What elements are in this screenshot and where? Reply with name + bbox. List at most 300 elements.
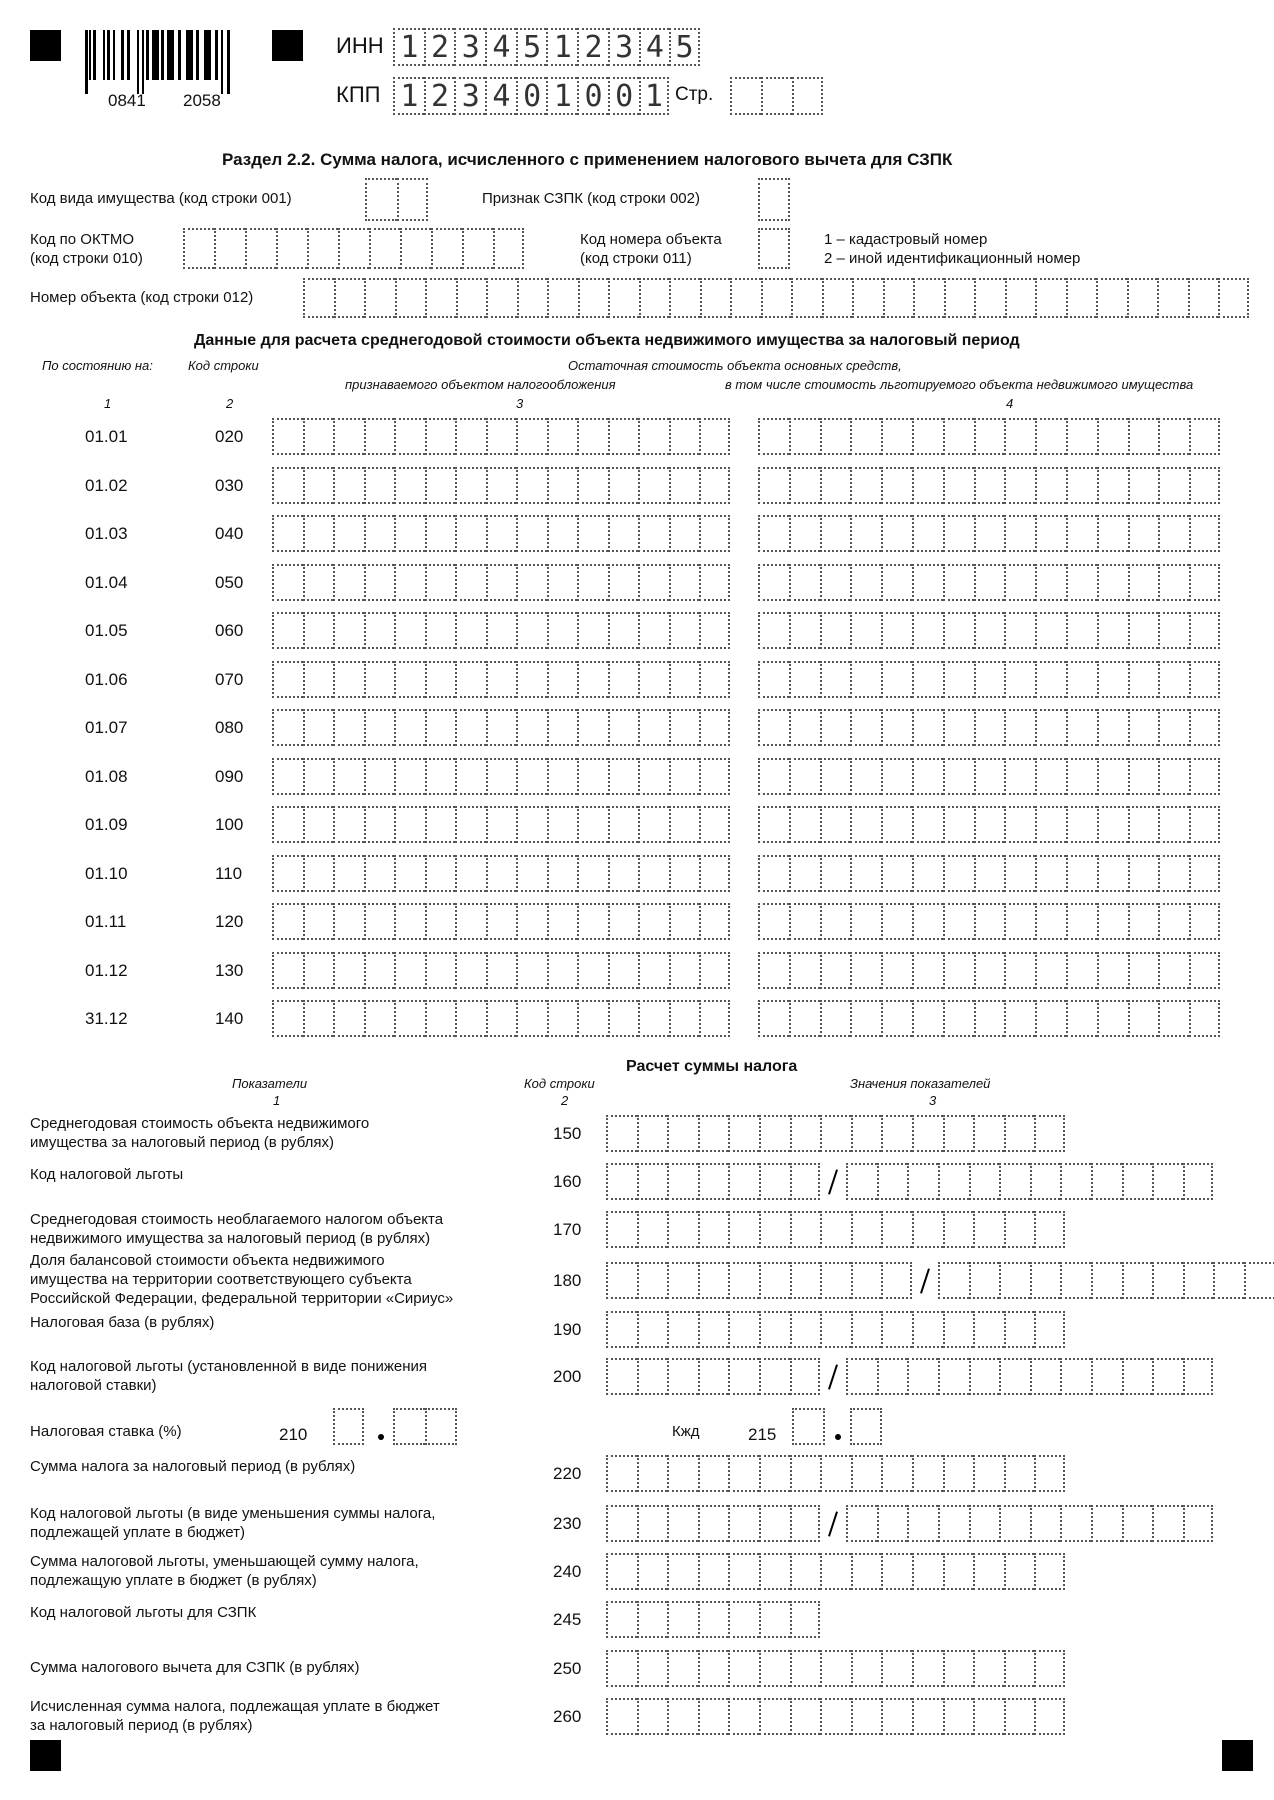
input-cell[interactable] xyxy=(455,855,486,892)
input-cell[interactable] xyxy=(728,1650,759,1687)
input-cell[interactable] xyxy=(455,758,486,795)
input-cell[interactable] xyxy=(789,418,820,455)
input-cell[interactable] xyxy=(1158,855,1189,892)
input-cell[interactable] xyxy=(912,1211,943,1248)
input-cell[interactable] xyxy=(303,515,334,552)
input-cell[interactable] xyxy=(699,1000,730,1037)
kpp-field[interactable] xyxy=(393,77,669,115)
input-cell[interactable] xyxy=(943,952,974,989)
input-cell[interactable] xyxy=(974,952,1005,989)
input-cell[interactable] xyxy=(943,1211,974,1248)
residual-value-field[interactable] xyxy=(272,418,730,455)
input-cell[interactable] xyxy=(881,758,912,795)
input-cell[interactable] xyxy=(1091,1163,1122,1200)
input-cell[interactable] xyxy=(486,564,517,601)
value-field-190[interactable] xyxy=(606,1311,1065,1348)
input-cell[interactable] xyxy=(638,709,669,746)
input-cell[interactable] xyxy=(425,806,456,843)
input-cell[interactable] xyxy=(1097,467,1128,504)
input-cell[interactable] xyxy=(820,1311,851,1348)
input-cell[interactable] xyxy=(364,515,395,552)
exempt-value-field[interactable] xyxy=(758,758,1220,795)
input-cell[interactable] xyxy=(364,855,395,892)
input-cell[interactable] xyxy=(790,1553,821,1590)
input-cell[interactable] xyxy=(758,758,789,795)
input-cell[interactable] xyxy=(789,564,820,601)
input-cell[interactable]: 4 xyxy=(485,77,516,115)
input-cell[interactable] xyxy=(1158,515,1189,552)
input-cell[interactable] xyxy=(547,903,578,940)
input-cell[interactable] xyxy=(850,806,881,843)
input-cell[interactable] xyxy=(759,1601,790,1638)
input-cell[interactable] xyxy=(272,903,303,940)
input-cell[interactable] xyxy=(699,806,730,843)
input-cell[interactable] xyxy=(881,418,912,455)
input-cell[interactable]: 5 xyxy=(516,28,547,66)
input-cell[interactable] xyxy=(973,1211,1004,1248)
input-cell[interactable] xyxy=(547,806,578,843)
input-cell[interactable] xyxy=(425,1000,456,1037)
input-cell[interactable] xyxy=(912,1553,943,1590)
input-cell[interactable] xyxy=(1158,564,1189,601)
input-cell[interactable] xyxy=(820,1698,851,1735)
input-cell[interactable] xyxy=(973,1311,1004,1348)
input-cell[interactable] xyxy=(608,806,639,843)
input-cell[interactable]: 1 xyxy=(546,28,577,66)
input-cell[interactable]: 0 xyxy=(577,77,608,115)
input-cell[interactable] xyxy=(669,903,700,940)
exempt-value-field[interactable] xyxy=(758,903,1220,940)
input-cell[interactable] xyxy=(974,467,1005,504)
input-cell[interactable] xyxy=(425,758,456,795)
input-cell[interactable] xyxy=(455,709,486,746)
input-cell[interactable] xyxy=(943,515,974,552)
input-cell[interactable] xyxy=(394,467,425,504)
input-cell[interactable] xyxy=(669,467,700,504)
input-cell[interactable] xyxy=(1128,564,1159,601)
value-field-160[interactable] xyxy=(606,1163,820,1200)
input-cell[interactable] xyxy=(850,709,881,746)
input-cell[interactable] xyxy=(606,1698,637,1735)
input-cell[interactable] xyxy=(1035,515,1066,552)
input-cell[interactable] xyxy=(1004,418,1035,455)
input-cell[interactable] xyxy=(395,278,426,318)
input-cell[interactable] xyxy=(667,1262,698,1299)
input-cell[interactable] xyxy=(493,228,524,269)
page-number-field[interactable] xyxy=(730,77,823,115)
object-number-field[interactable] xyxy=(303,278,1249,318)
input-cell[interactable] xyxy=(790,1311,821,1348)
input-cell[interactable]: 1 xyxy=(639,77,670,115)
input-cell[interactable] xyxy=(789,709,820,746)
value-field-240[interactable] xyxy=(606,1553,1065,1590)
input-cell[interactable] xyxy=(394,952,425,989)
input-cell[interactable] xyxy=(1034,1211,1065,1248)
input-cell[interactable] xyxy=(606,1553,637,1590)
input-cell[interactable] xyxy=(974,564,1005,601)
input-cell[interactable]: 5 xyxy=(669,28,700,66)
input-cell[interactable] xyxy=(728,1698,759,1735)
input-cell[interactable] xyxy=(516,418,547,455)
input-cell[interactable] xyxy=(638,564,669,601)
input-cell[interactable] xyxy=(1060,1163,1091,1200)
input-cell[interactable] xyxy=(338,228,369,269)
input-cell[interactable] xyxy=(333,758,364,795)
input-cell[interactable] xyxy=(394,806,425,843)
input-cell[interactable] xyxy=(789,855,820,892)
input-cell[interactable] xyxy=(851,1211,882,1248)
input-cell[interactable] xyxy=(577,418,608,455)
input-cell[interactable] xyxy=(974,709,1005,746)
input-cell[interactable] xyxy=(547,661,578,698)
input-cell[interactable]: 4 xyxy=(639,28,670,66)
input-cell[interactable] xyxy=(486,806,517,843)
input-cell[interactable] xyxy=(881,1211,912,1248)
input-cell[interactable] xyxy=(698,1455,729,1492)
input-cell[interactable] xyxy=(667,1211,698,1248)
input-cell[interactable] xyxy=(913,278,944,318)
input-cell[interactable] xyxy=(728,1601,759,1638)
input-cell[interactable] xyxy=(881,1455,912,1492)
input-cell[interactable] xyxy=(394,661,425,698)
input-cell[interactable] xyxy=(758,855,789,892)
input-cell[interactable] xyxy=(547,418,578,455)
input-cell[interactable] xyxy=(790,1455,821,1492)
input-cell[interactable] xyxy=(364,709,395,746)
input-cell[interactable] xyxy=(1004,515,1035,552)
input-cell[interactable] xyxy=(1004,467,1035,504)
input-cell[interactable] xyxy=(364,278,395,318)
input-cell[interactable] xyxy=(455,661,486,698)
input-cell[interactable] xyxy=(758,515,789,552)
input-cell[interactable] xyxy=(1128,758,1159,795)
input-cell[interactable] xyxy=(245,228,276,269)
input-cell[interactable] xyxy=(307,228,338,269)
input-cell[interactable] xyxy=(944,278,975,318)
input-cell[interactable] xyxy=(1097,612,1128,649)
input-cell[interactable] xyxy=(789,806,820,843)
input-cell[interactable] xyxy=(758,709,789,746)
input-cell[interactable] xyxy=(214,228,245,269)
input-cell[interactable] xyxy=(973,1650,1004,1687)
input-cell[interactable] xyxy=(759,1262,790,1299)
input-cell[interactable] xyxy=(881,1311,912,1348)
input-cell[interactable] xyxy=(698,1698,729,1735)
input-cell[interactable] xyxy=(789,661,820,698)
input-cell[interactable] xyxy=(1035,564,1066,601)
input-cell[interactable] xyxy=(606,1115,637,1152)
input-cell[interactable] xyxy=(1097,855,1128,892)
input-cell[interactable] xyxy=(577,612,608,649)
input-cell[interactable] xyxy=(698,1262,729,1299)
input-cell[interactable] xyxy=(272,612,303,649)
input-cell[interactable] xyxy=(577,564,608,601)
input-cell[interactable] xyxy=(455,515,486,552)
input-cell[interactable] xyxy=(728,1553,759,1590)
input-cell[interactable] xyxy=(728,1505,759,1542)
input-cell[interactable] xyxy=(789,1000,820,1037)
input-cell[interactable] xyxy=(1035,806,1066,843)
input-cell[interactable] xyxy=(1158,709,1189,746)
input-cell[interactable] xyxy=(364,758,395,795)
input-cell[interactable] xyxy=(973,1115,1004,1152)
input-cell[interactable] xyxy=(791,278,822,318)
input-cell[interactable] xyxy=(1035,758,1066,795)
input-cell[interactable] xyxy=(577,806,608,843)
input-cell[interactable]: 3 xyxy=(454,77,485,115)
input-cell[interactable] xyxy=(820,1000,851,1037)
input-cell[interactable] xyxy=(999,1358,1030,1395)
residual-value-field[interactable] xyxy=(272,612,730,649)
input-cell[interactable] xyxy=(486,418,517,455)
input-cell[interactable] xyxy=(759,1211,790,1248)
input-cell[interactable] xyxy=(455,806,486,843)
input-cell[interactable] xyxy=(820,952,851,989)
input-cell[interactable] xyxy=(912,661,943,698)
input-cell[interactable] xyxy=(1097,515,1128,552)
input-cell[interactable] xyxy=(1034,1455,1065,1492)
input-cell[interactable] xyxy=(425,661,456,698)
input-cell[interactable] xyxy=(547,855,578,892)
input-cell[interactable] xyxy=(846,1163,877,1200)
value-field-200-part2[interactable] xyxy=(846,1358,1213,1395)
input-cell[interactable] xyxy=(850,467,881,504)
input-cell[interactable] xyxy=(1091,1505,1122,1542)
input-cell[interactable] xyxy=(881,1698,912,1735)
input-cell[interactable] xyxy=(943,1115,974,1152)
input-cell[interactable] xyxy=(790,1262,821,1299)
input-cell[interactable] xyxy=(577,855,608,892)
input-cell[interactable] xyxy=(1066,467,1097,504)
input-cell[interactable] xyxy=(881,612,912,649)
input-cell[interactable] xyxy=(1004,855,1035,892)
input-cell[interactable] xyxy=(183,228,214,269)
input-cell[interactable] xyxy=(1004,612,1035,649)
input-cell[interactable] xyxy=(1034,1311,1065,1348)
input-cell[interactable] xyxy=(667,1505,698,1542)
input-cell[interactable] xyxy=(637,1698,668,1735)
input-cell[interactable] xyxy=(758,178,790,221)
input-cell[interactable] xyxy=(1189,467,1220,504)
input-cell[interactable] xyxy=(1158,1000,1189,1037)
input-cell[interactable] xyxy=(790,1698,821,1735)
input-cell[interactable] xyxy=(1096,278,1127,318)
input-cell[interactable] xyxy=(820,418,851,455)
input-cell[interactable] xyxy=(638,515,669,552)
input-cell[interactable] xyxy=(881,855,912,892)
input-cell[interactable] xyxy=(1128,612,1159,649)
input-cell[interactable] xyxy=(1060,1358,1091,1395)
property-type-code-field[interactable] xyxy=(365,178,428,221)
value-field-170[interactable] xyxy=(606,1211,1065,1248)
input-cell[interactable] xyxy=(699,418,730,455)
input-cell[interactable] xyxy=(486,467,517,504)
input-cell[interactable] xyxy=(638,612,669,649)
input-cell[interactable] xyxy=(333,1408,364,1445)
input-cell[interactable] xyxy=(608,855,639,892)
input-cell[interactable] xyxy=(577,709,608,746)
input-cell[interactable] xyxy=(943,467,974,504)
value-field-180[interactable] xyxy=(606,1262,912,1299)
input-cell[interactable] xyxy=(608,278,639,318)
input-cell[interactable] xyxy=(365,178,397,221)
input-cell[interactable] xyxy=(1122,1262,1153,1299)
input-cell[interactable] xyxy=(1097,418,1128,455)
input-cell[interactable] xyxy=(851,1262,882,1299)
residual-value-field[interactable] xyxy=(272,806,730,843)
input-cell[interactable] xyxy=(608,564,639,601)
input-cell[interactable] xyxy=(394,612,425,649)
input-cell[interactable] xyxy=(1158,952,1189,989)
input-cell[interactable] xyxy=(1004,1000,1035,1037)
input-cell[interactable] xyxy=(1218,278,1249,318)
input-cell[interactable] xyxy=(1066,564,1097,601)
input-cell[interactable] xyxy=(1004,1553,1035,1590)
input-cell[interactable] xyxy=(455,564,486,601)
input-cell[interactable] xyxy=(974,758,1005,795)
input-cell[interactable] xyxy=(272,515,303,552)
input-cell[interactable] xyxy=(393,1408,425,1445)
input-cell[interactable] xyxy=(606,1455,637,1492)
input-cell[interactable] xyxy=(1244,1262,1274,1299)
kzhd-fraction-field[interactable] xyxy=(850,1408,882,1445)
input-cell[interactable] xyxy=(669,855,700,892)
input-cell[interactable] xyxy=(638,855,669,892)
input-cell[interactable] xyxy=(877,1163,908,1200)
input-cell[interactable] xyxy=(638,758,669,795)
value-field-220[interactable] xyxy=(606,1455,1065,1492)
input-cell[interactable] xyxy=(850,952,881,989)
input-cell[interactable] xyxy=(669,418,700,455)
input-cell[interactable] xyxy=(637,1601,668,1638)
input-cell[interactable] xyxy=(912,418,943,455)
input-cell[interactable] xyxy=(1158,418,1189,455)
input-cell[interactable] xyxy=(820,903,851,940)
input-cell[interactable] xyxy=(637,1262,668,1299)
input-cell[interactable] xyxy=(425,709,456,746)
input-cell[interactable] xyxy=(333,515,364,552)
input-cell[interactable] xyxy=(637,1553,668,1590)
input-cell[interactable] xyxy=(792,77,823,115)
input-cell[interactable] xyxy=(1189,855,1220,892)
input-cell[interactable] xyxy=(912,1000,943,1037)
input-cell[interactable] xyxy=(758,806,789,843)
input-cell[interactable] xyxy=(1128,418,1159,455)
input-cell[interactable] xyxy=(699,855,730,892)
input-cell[interactable] xyxy=(1189,612,1220,649)
input-cell[interactable] xyxy=(698,1115,729,1152)
input-cell[interactable] xyxy=(758,612,789,649)
input-cell[interactable] xyxy=(1030,1262,1061,1299)
input-cell[interactable] xyxy=(303,758,334,795)
input-cell[interactable] xyxy=(547,467,578,504)
input-cell[interactable] xyxy=(850,855,881,892)
input-cell[interactable] xyxy=(850,661,881,698)
input-cell[interactable] xyxy=(943,661,974,698)
input-cell[interactable] xyxy=(912,758,943,795)
input-cell[interactable] xyxy=(790,1163,821,1200)
input-cell[interactable] xyxy=(516,564,547,601)
input-cell[interactable] xyxy=(669,758,700,795)
input-cell[interactable] xyxy=(1004,952,1035,989)
input-cell[interactable] xyxy=(486,855,517,892)
input-cell[interactable] xyxy=(577,661,608,698)
input-cell[interactable] xyxy=(912,952,943,989)
input-cell[interactable] xyxy=(303,278,334,318)
input-cell[interactable] xyxy=(820,515,851,552)
input-cell[interactable] xyxy=(455,1000,486,1037)
input-cell[interactable] xyxy=(516,661,547,698)
input-cell[interactable] xyxy=(1189,952,1220,989)
input-cell[interactable] xyxy=(547,758,578,795)
input-cell[interactable] xyxy=(850,612,881,649)
value-field-160-part2[interactable] xyxy=(846,1163,1213,1200)
input-cell[interactable]: 3 xyxy=(454,28,485,66)
input-cell[interactable] xyxy=(400,228,431,269)
input-cell[interactable] xyxy=(1035,661,1066,698)
residual-value-field[interactable] xyxy=(272,952,730,989)
input-cell[interactable] xyxy=(333,661,364,698)
input-cell[interactable] xyxy=(486,709,517,746)
input-cell[interactable] xyxy=(974,515,1005,552)
input-cell[interactable] xyxy=(272,1000,303,1037)
value-field-245[interactable] xyxy=(606,1601,820,1638)
input-cell[interactable] xyxy=(272,952,303,989)
input-cell[interactable] xyxy=(638,418,669,455)
input-cell[interactable] xyxy=(394,564,425,601)
input-cell[interactable] xyxy=(730,278,761,318)
input-cell[interactable] xyxy=(516,467,547,504)
input-cell[interactable]: 0 xyxy=(516,77,547,115)
input-cell[interactable] xyxy=(303,564,334,601)
input-cell[interactable] xyxy=(846,1505,877,1542)
input-cell[interactable] xyxy=(547,515,578,552)
exempt-value-field[interactable] xyxy=(758,952,1220,989)
input-cell[interactable] xyxy=(272,758,303,795)
input-cell[interactable] xyxy=(1128,903,1159,940)
input-cell[interactable] xyxy=(637,1311,668,1348)
input-cell[interactable] xyxy=(1066,709,1097,746)
input-cell[interactable] xyxy=(850,903,881,940)
input-cell[interactable] xyxy=(881,515,912,552)
input-cell[interactable] xyxy=(333,855,364,892)
input-cell[interactable] xyxy=(1189,903,1220,940)
input-cell[interactable] xyxy=(516,903,547,940)
input-cell[interactable] xyxy=(333,612,364,649)
input-cell[interactable] xyxy=(606,1311,637,1348)
input-cell[interactable] xyxy=(425,515,456,552)
exempt-value-field[interactable] xyxy=(758,418,1220,455)
input-cell[interactable] xyxy=(1189,418,1220,455)
input-cell[interactable] xyxy=(455,467,486,504)
input-cell[interactable] xyxy=(1035,418,1066,455)
input-cell[interactable] xyxy=(699,903,730,940)
input-cell[interactable] xyxy=(789,515,820,552)
exempt-value-field[interactable] xyxy=(758,612,1220,649)
input-cell[interactable] xyxy=(974,855,1005,892)
input-cell[interactable] xyxy=(850,564,881,601)
input-cell[interactable] xyxy=(881,661,912,698)
input-cell[interactable] xyxy=(851,1553,882,1590)
input-cell[interactable] xyxy=(1030,1358,1061,1395)
input-cell[interactable] xyxy=(516,1000,547,1037)
input-cell[interactable] xyxy=(397,178,429,221)
input-cell[interactable] xyxy=(667,1650,698,1687)
input-cell[interactable] xyxy=(669,661,700,698)
input-cell[interactable] xyxy=(334,278,365,318)
input-cell[interactable] xyxy=(272,467,303,504)
input-cell[interactable] xyxy=(820,709,851,746)
